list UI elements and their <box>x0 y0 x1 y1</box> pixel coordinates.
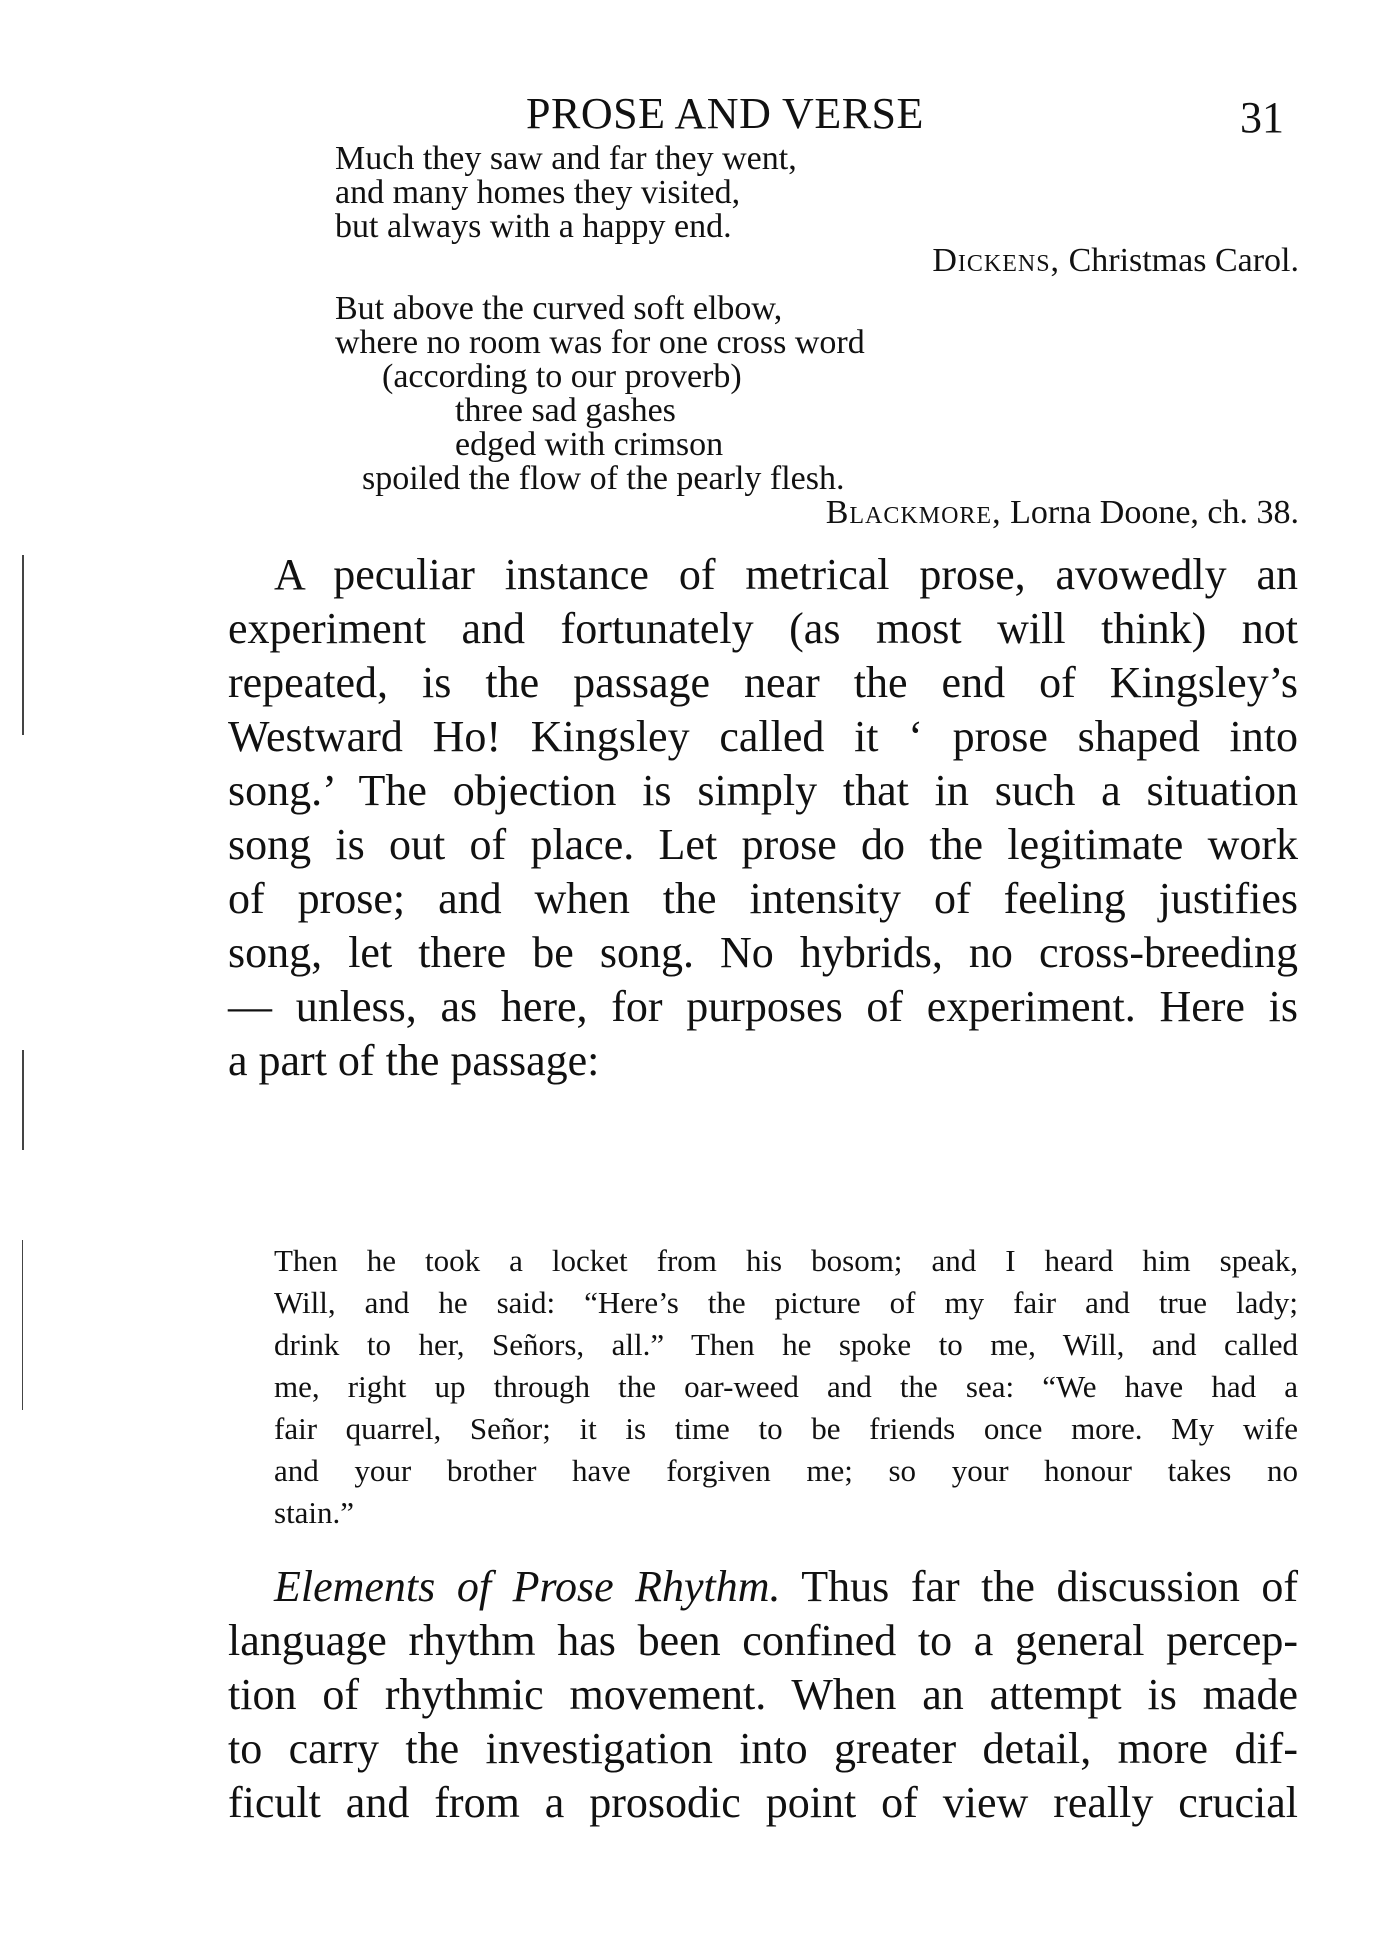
scan-margin-mark <box>22 1240 23 1410</box>
paragraph-line <box>228 1560 1298 1614</box>
verse-line: and many homes they visited, <box>335 174 741 211</box>
paragraph-line: repeated, is the passage near the end of Kingsley’s <box>228 658 1298 707</box>
quotation-line: me, right up through the oar-weed and the sea: “We have had a <box>274 1369 1298 1404</box>
verse-line: spoiled the flow of the pearly flesh. <box>362 460 845 497</box>
attribution-work: Christmas Carol. <box>1060 242 1299 279</box>
quotation-line: drink to her, Señors, all.” Then he spoke to me, Will, and called <box>274 1327 1298 1362</box>
quotation-line: and your brother have forgiven me; so your honour takes no <box>274 1453 1298 1488</box>
verse-line: where no room was for one cross word <box>335 324 865 361</box>
verse-line: three sad gashes <box>455 392 676 429</box>
page-number: 31 <box>1240 93 1284 142</box>
paragraph-line: song.’ The objection is simply that in such a situation <box>228 766 1298 815</box>
paragraph-line: of prose; and when the intensity of feeling justifies <box>228 874 1298 923</box>
paragraph-line: song is out of place. Let prose do the legitimate work <box>228 820 1298 869</box>
body-paragraph <box>228 548 1298 1088</box>
paragraph-line: ficult and from a prosodic point of view really crucial <box>228 1778 1298 1827</box>
quotation-line: Then he took a locket from his bosom; and I heard him speak, <box>274 1243 1298 1278</box>
paragraph-line: song, let there be song. No hybrids, no cross-breeding <box>228 928 1298 977</box>
paragraph-line: tion of rhythmic movement. When an attempt is made <box>228 1670 1298 1719</box>
body-paragraph <box>228 1560 1298 1830</box>
quote-attribution <box>932 240 1299 282</box>
section-heading: Elements of Prose Rhythm. <box>274 1562 781 1611</box>
paragraph-line: a part of the passage: <box>228 1036 600 1085</box>
attribution-author: Dickens, <box>932 242 1061 279</box>
scan-margin-mark <box>22 555 24 735</box>
verse-line: Much they saw and far they went, <box>335 140 797 177</box>
paragraph-line: — unless, as here, for purposes of experiment. Here is <box>228 982 1298 1031</box>
verse-line: edged with crimson <box>455 426 724 463</box>
quotation-line: Will, and he said: “Here’s the picture of my fair and true lady; <box>274 1285 1298 1320</box>
attribution-author: Blackmore, <box>825 494 1002 531</box>
scan-margin-mark <box>22 1050 24 1150</box>
paragraph-line: A peculiar instance of metrical prose, avowedly an <box>274 550 1298 599</box>
paragraph-line: experiment and fortunately (as most will think) not <box>228 604 1298 653</box>
verse-line: (according to our proverb) <box>382 358 742 395</box>
quotation-line: fair quarrel, Señor; it is time to be friends once more. My wife <box>274 1411 1298 1446</box>
verse-line: But above the curved soft elbow, <box>335 290 783 327</box>
attribution-work: Lorna Doone, ch. 38. <box>1001 494 1299 531</box>
block-quotation <box>274 1240 1298 1534</box>
paragraph-text: Thus far the discussion of <box>780 1562 1299 1611</box>
running-header-title: PROSE AND VERSE <box>526 89 924 138</box>
quotation-line: stain.” <box>274 1495 355 1530</box>
paragraph-line: Westward Ho! Kingsley called it ‘ prose shaped into <box>228 712 1298 761</box>
paragraph-line: to carry the investigation into greater detail, more dif- <box>228 1724 1298 1773</box>
paragraph-line: language rhythm has been confined to a general percep- <box>228 1616 1298 1665</box>
verse-line: but always with a happy end. <box>335 208 732 245</box>
quote-attribution <box>826 492 1299 534</box>
